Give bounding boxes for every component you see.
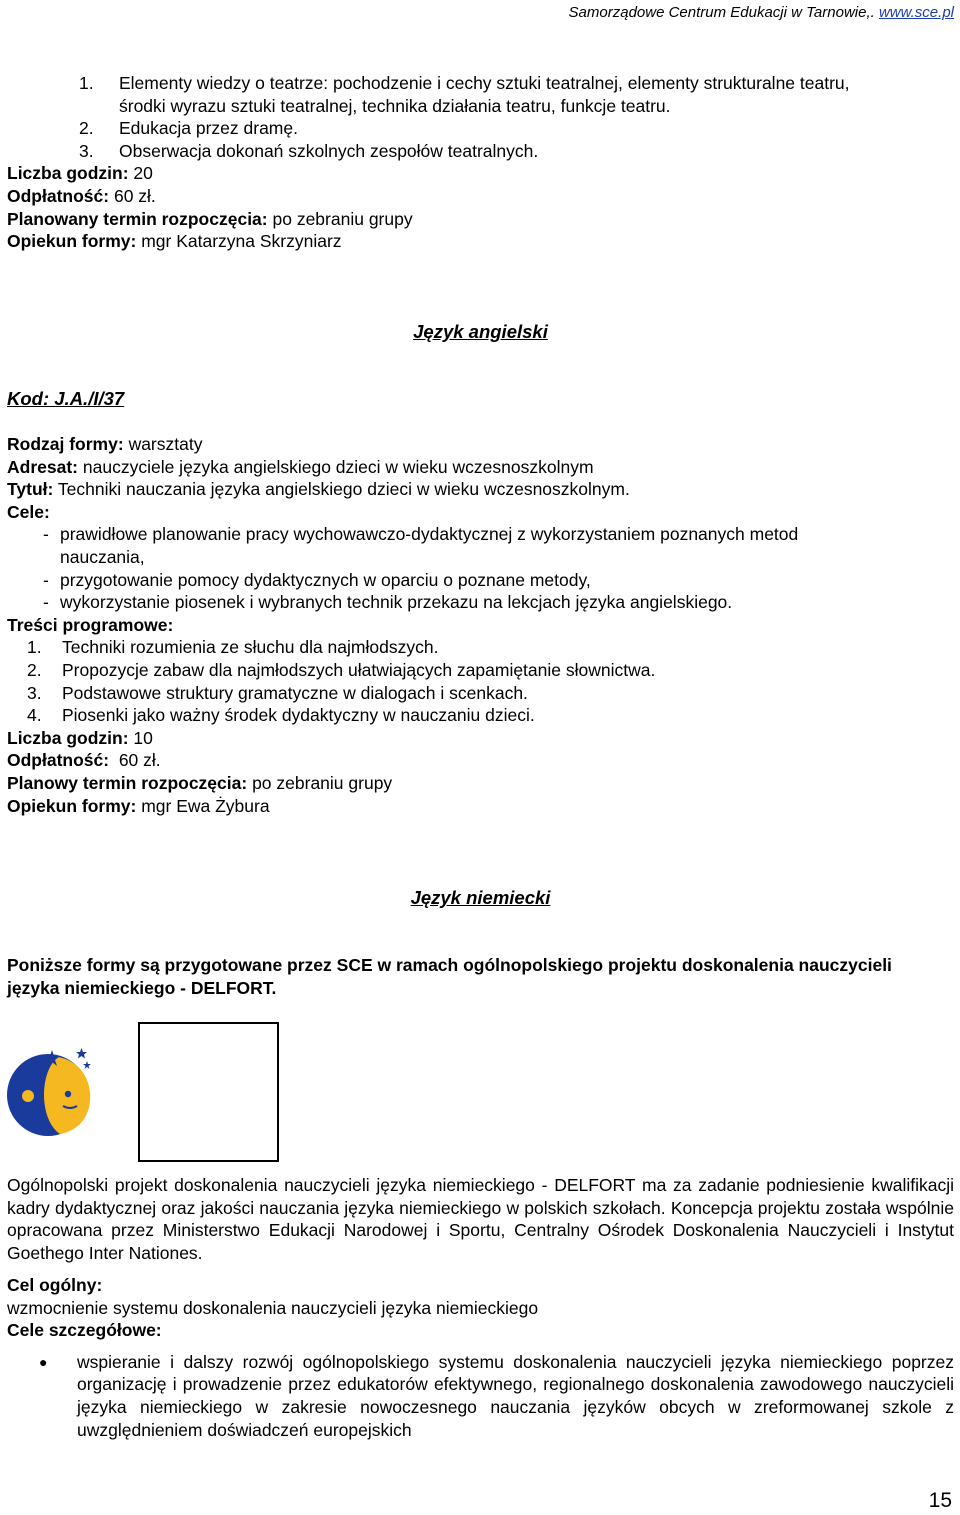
header-url-link[interactable]: www.sce.pl [878,4,954,21]
english-addressee: Adresat: nauczyciele języka angielskiego dzieci w wieku wczesnoszkolnym [7,456,594,477]
goal-item: - wykorzystanie piosenek i wybranych technik przekazu na lekcjach języka angielskiego. [43,592,733,613]
english-fee: Odpłatność: 60 zł. [7,750,161,771]
bullet-icon: ● [39,1353,48,1370]
top-program-list [7,72,954,162]
english-goals-label: Cele: [7,501,50,522]
german-intro: Poniższe formy są przygotowane przez SCE w ramach ogólnopolskiego projektu doskonalenia nauczycieli języka niemieckiego - DELFORT. [7,955,892,998]
english-title: Język angielski [413,321,548,342]
list-item: 2. Edukacja przez dramę. [79,118,298,139]
english-section [7,433,954,817]
top-fee: Odpłatność: 60 zł. [7,185,156,206]
german-title: Język niemiecki [410,887,551,908]
page-header [569,2,954,25]
english-supervisor: Opiekun formy: mgr Ewa Żybura [7,795,270,816]
english-program-list [7,636,954,726]
goal-item: - prawidłowe planowanie pracy wychowawczo-dydaktycznej z wykorzystaniem poznanych metod nauczania, [43,524,799,567]
english-hours: Liczba godzin: 10 [7,727,153,748]
list-item: 3. Obserwacja dokonań szkolnych zespołów teatralnych. [79,140,539,161]
top-hours: Liczba godzin: 20 [7,163,153,184]
list-item: 1. Elementy wiedzy o teatrze: pochodzenie i cechy sztuki teatralnej, elementy strukturalne teatru, środki wyrazu sztuki teatralnej, technika działania teatru, funkcje teatru. [79,73,850,116]
goal-item: - przygotowanie pomocy dydaktycznych w oparciu o poznane metody, [43,569,591,590]
top-section [7,72,954,253]
german-description: Ogólnopolski projekt doskonalenia nauczycieli języka niemieckiego - DELFORT ma za zadanie podniesienie kwalifikacji kadry dydaktycznej oraz jakości nauczania języka niemieckiego w polskich szkołach. Koncepcja projektu została wspólnie opracowana przez Ministerstwo Edukacji Narodowej i Sportu, Centralny Ośrodek Doskonalenia Nauczycieli i Instytut Goethego Inter Nationes. [7,1175,954,1263]
general-goal-value: wzmocnienie systemu doskonalenia nauczycieli języka niemieckiego [7,1297,539,1318]
list-item: 3. Podstawowe struktury gramatyczne w dialogach i scenkach. [27,682,528,703]
list-item: 4. Piosenki jako ważny środek dydaktyczny w nauczaniu dzieci. [27,705,535,726]
general-goal-label: Cel ogólny: [7,1275,103,1295]
list-item: 1. Techniki rozumienia ze słuchu dla najmłodszych. [27,637,439,658]
top-supervisor: Opiekun formy: mgr Katarzyna Skrzyniarz [7,231,342,252]
english-start: Planowy termin rozpoczęcia: po zebraniu grupy [7,772,393,793]
header-institution: Samorządowe Centrum Edukacji w Tarnowie,. [568,4,875,21]
list-item: 2. Propozycje zabaw dla najmłodszych ułatwiających zapamiętanie słownictwa. [27,659,656,680]
image-placeholder-frame [138,1022,279,1162]
specific-goals-label: Cele szczegółowe: [7,1320,162,1341]
english-type: Rodzaj formy: warsztaty [7,434,203,454]
top-start: Planowany termin rozpoczęcia: po zebraniu grupy [7,208,413,229]
moon-logo-icon [6,1048,96,1138]
english-code: Kod: J.A./I/37 [7,388,125,409]
page-number: 15 [928,1489,952,1513]
english-course-title: Tytuł: Techniki nauczania języka angielskiego dzieci w wieku wczesnoszkolnym. [7,479,630,500]
list-item: ● wspieranie i dalszy rozwój ogólnopolskiego systemu doskonalenia nauczycieli języka niemieckiego poprzez organizację i prowadzenie przez edukatorów efektywnego, regionalnego doskonalenia zawodowego nauczycieli języka niemieckiego w zakresie nowoczesnego nauczania języków obcych w zreformowanej szkole z uwzględnieniem doświadczeń europejskich [7,1351,954,1441]
german-goals [7,1274,954,1441]
delfort-logo [6,1048,96,1138]
english-program-label: Treści programowe: [7,614,174,635]
